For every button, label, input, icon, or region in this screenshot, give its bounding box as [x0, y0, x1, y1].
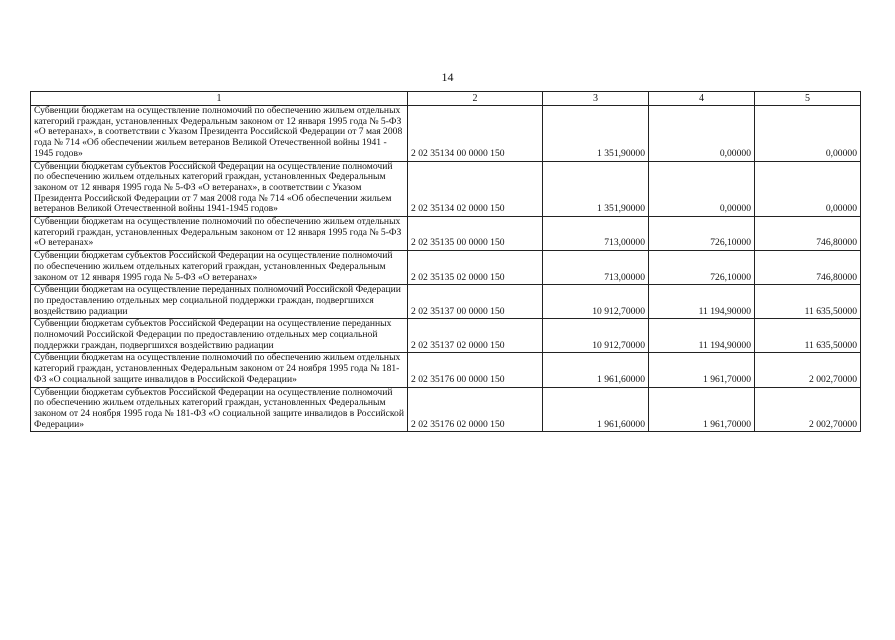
row-code: 2 02 35134 02 0000 150 [408, 161, 543, 217]
row-value-1: 1 351,90000 [543, 106, 649, 162]
row-description: Субвенции бюджетам на осуществление переданных полномочий Российской Федерации по предоставлению отдельных мер социальной поддержки граждан, подвергшихся воздействию радиации [31, 285, 408, 319]
page-number: 14 [441, 70, 454, 84]
row-description: Субвенции бюджетам субъектов Российской Федерации на осуществление полномочий по обеспечению жильем отдельных категорий граждан, установленных Федеральным законом от 12 января 1995 года № 5-ФЗ «О ветеранах», в соответствии с Указом Президента Российской Федерации от 7 мая 2008 года № 714 «Об обеспечении жильем ветеранов Великой Отечественной войны 1941-1945 годов» [31, 161, 408, 217]
table-row [31, 353, 861, 387]
column-header-3: 3 [543, 92, 649, 106]
row-description: Субвенции бюджетам субъектов Российской Федерации на осуществление переданных полномочий Российской Федерации по предоставлению отдельных мер социальной поддержки граждан, подвергшихся воздействию радиации [31, 319, 408, 353]
budget-table [30, 91, 861, 432]
table-row [31, 161, 861, 217]
table-row [31, 217, 861, 251]
row-value-1: 10 912,70000 [543, 285, 649, 319]
row-value-1: 713,00000 [543, 217, 649, 251]
row-code: 2 02 35137 02 0000 150 [408, 319, 543, 353]
row-value-1: 10 912,70000 [543, 319, 649, 353]
row-code: 2 02 35135 00 0000 150 [408, 217, 543, 251]
header-row [31, 92, 861, 106]
row-code: 2 02 35176 00 0000 150 [408, 353, 543, 387]
row-value-2: 1 961,70000 [649, 387, 755, 432]
row-value-2: 11 194,90000 [649, 285, 755, 319]
column-header-1: 1 [31, 92, 408, 106]
column-header-5: 5 [755, 92, 861, 106]
row-description: Субвенции бюджетам на осуществление полномочий по обеспечению жильем отдельных категорий граждан, установленных Федеральным законом от 12 января 1995 года № 5-ФЗ «О ветеранах», в соответствии с Указом Президента Российской Федерации от 7 мая 2008 года № 714 «Об обеспечении жильем ветеранов Великой Отечественной войны 1941 - 1945 годов» [31, 106, 408, 162]
row-code: 2 02 35176 02 0000 150 [408, 387, 543, 432]
row-value-2: 0,00000 [649, 106, 755, 162]
row-value-1: 1 351,90000 [543, 161, 649, 217]
table-row [31, 251, 861, 285]
row-value-3: 0,00000 [755, 161, 861, 217]
table-row [31, 106, 861, 162]
row-value-3: 11 635,50000 [755, 319, 861, 353]
table-row [31, 285, 861, 319]
table-row [31, 319, 861, 353]
row-value-3: 2 002,70000 [755, 387, 861, 432]
row-value-2: 11 194,90000 [649, 319, 755, 353]
row-code: 2 02 35135 02 0000 150 [408, 251, 543, 285]
row-value-2: 1 961,70000 [649, 353, 755, 387]
row-value-1: 1 961,60000 [543, 353, 649, 387]
row-value-2: 726,10000 [649, 217, 755, 251]
row-value-1: 1 961,60000 [543, 387, 649, 432]
row-value-3: 11 635,50000 [755, 285, 861, 319]
row-value-3: 746,80000 [755, 217, 861, 251]
table-row [31, 387, 861, 432]
row-description: Субвенции бюджетам субъектов Российской Федерации на осуществление полномочий по обеспечению жильем отдельных категорий граждан, установленных Федеральным законом от 12 января 1995 года № 5-ФЗ «О ветеранах» [31, 251, 408, 285]
row-value-3: 746,80000 [755, 251, 861, 285]
row-value-2: 0,00000 [649, 161, 755, 217]
row-code: 2 02 35134 00 0000 150 [408, 106, 543, 162]
row-value-1: 713,00000 [543, 251, 649, 285]
row-value-3: 0,00000 [755, 106, 861, 162]
row-description: Субвенции бюджетам на осуществление полномочий по обеспечению жильем отдельных категорий граждан, установленных Федеральным законом от 12 января 1995 года № 5-ФЗ «О ветеранах» [31, 217, 408, 251]
row-value-2: 726,10000 [649, 251, 755, 285]
column-header-2: 2 [408, 92, 543, 106]
column-header-4: 4 [649, 92, 755, 106]
row-description: Субвенции бюджетам на осуществление полномочий по обеспечению жильем отдельных категорий граждан, установленных Федеральным законом от 24 ноября 1995 года № 181-ФЗ «О социальной защите инвалидов в Российской Федерации» [31, 353, 408, 387]
row-code: 2 02 35137 00 0000 150 [408, 285, 543, 319]
row-value-3: 2 002,70000 [755, 353, 861, 387]
row-description: Субвенции бюджетам субъектов Российской Федерации на осуществление полномочий по обеспечению жильем отдельных категорий граждан, установленных Федеральным законом от 24 ноября 1995 года № 181-ФЗ «О социальной защите инвалидов в Российской Федерации» [31, 387, 408, 432]
